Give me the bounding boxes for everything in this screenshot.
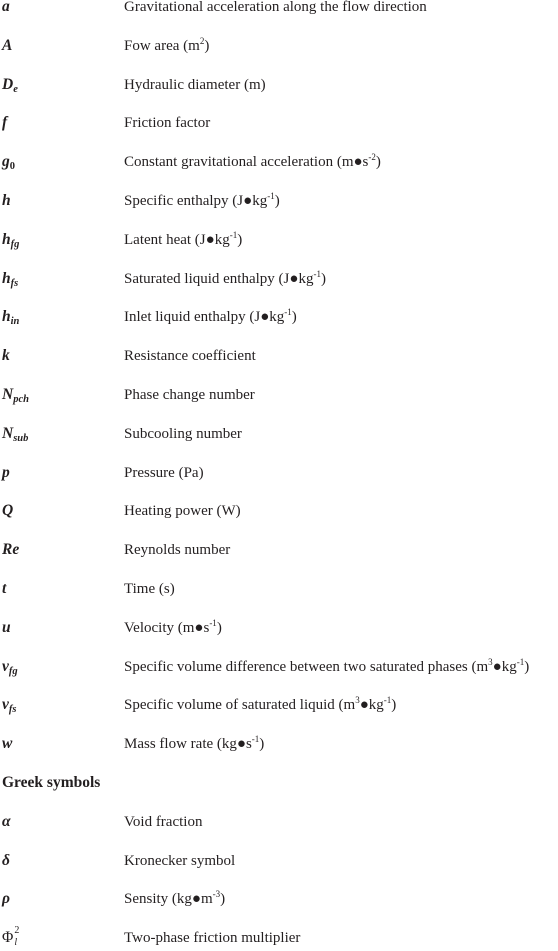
greek-symbol bbox=[2, 848, 10, 874]
two-phase-multiplier-symbol bbox=[2, 925, 21, 951]
unit-tail: ●kg bbox=[492, 658, 517, 675]
symbol bbox=[2, 382, 29, 408]
symbol bbox=[2, 33, 12, 59]
unit-tail: ) bbox=[259, 736, 265, 753]
symbol-letter: h bbox=[2, 192, 11, 209]
definition-text: Subcooling number bbox=[124, 425, 242, 442]
symbol-letter: Re bbox=[2, 541, 20, 559]
nomenclature-row bbox=[0, 33, 558, 59]
symbol-subscript: sub bbox=[13, 432, 29, 444]
definition bbox=[124, 809, 202, 835]
nomenclature-row bbox=[0, 421, 558, 447]
unit-tail: ) bbox=[391, 697, 397, 714]
unit-exponent: 3 bbox=[488, 656, 493, 667]
symbol bbox=[2, 576, 6, 602]
nomenclature-row bbox=[0, 498, 558, 524]
symbol-subscript: in bbox=[10, 316, 20, 328]
symbol bbox=[2, 421, 28, 447]
symbol-subscript: fs bbox=[10, 277, 19, 289]
unit-tail: ) bbox=[291, 309, 297, 326]
nomenclature-row bbox=[0, 304, 558, 330]
definition bbox=[124, 731, 264, 757]
definition-text: Fow area (m bbox=[124, 37, 200, 54]
definition bbox=[124, 304, 297, 330]
unit-exponent: -1 bbox=[383, 695, 392, 706]
symbol-indices bbox=[13, 925, 21, 949]
definition bbox=[124, 498, 241, 524]
unit-exponent: -1 bbox=[313, 268, 321, 279]
symbol-superscript: 2 bbox=[14, 925, 20, 937]
definition bbox=[124, 33, 209, 59]
unit-tail: ) bbox=[524, 658, 530, 675]
symbol bbox=[2, 731, 12, 757]
symbol-letter: p bbox=[2, 463, 10, 481]
symbol-letter: k bbox=[2, 347, 10, 365]
symbol bbox=[2, 110, 7, 136]
symbol bbox=[2, 188, 11, 214]
definition-text: Void fraction bbox=[124, 813, 203, 830]
unit-exponent: -2 bbox=[368, 152, 376, 163]
definition bbox=[124, 654, 529, 680]
symbol-subscript: l bbox=[14, 937, 18, 949]
definition bbox=[124, 421, 242, 447]
definition bbox=[124, 615, 222, 641]
symbol-letter: h bbox=[2, 230, 11, 248]
definition bbox=[124, 72, 266, 98]
nomenclature-row bbox=[0, 0, 558, 20]
symbol bbox=[2, 615, 11, 641]
definition bbox=[124, 266, 326, 292]
definition bbox=[124, 886, 225, 912]
greek-row bbox=[0, 848, 558, 874]
symbol-subscript: fg bbox=[8, 665, 18, 677]
nomenclature-row bbox=[0, 343, 558, 369]
greek-symbol bbox=[2, 809, 11, 835]
nomenclature-row bbox=[0, 654, 558, 680]
symbol-subscript: 0 bbox=[9, 161, 15, 173]
unit-exponent: -1 bbox=[229, 229, 238, 240]
symbol-letter: A bbox=[2, 36, 13, 54]
definition-text: Inlet liquid enthalpy (J●kg bbox=[124, 309, 285, 326]
symbol-letter: h bbox=[2, 269, 11, 287]
unit-tail: ) bbox=[274, 193, 280, 209]
definition-text: Specific volume difference between two saturated phases (m bbox=[124, 658, 489, 675]
definition bbox=[124, 382, 255, 408]
symbol-letter: Q bbox=[2, 502, 14, 520]
nomenclature-row bbox=[0, 149, 558, 175]
definition-text: Reynolds number bbox=[124, 542, 231, 559]
symbol bbox=[2, 537, 19, 563]
definition-text: Mass flow rate (kg●s bbox=[124, 736, 252, 753]
symbol-subscript: e bbox=[13, 83, 18, 95]
symbol bbox=[2, 343, 10, 369]
nomenclature-row bbox=[0, 615, 558, 641]
symbol-letter: δ bbox=[2, 851, 10, 869]
symbol bbox=[2, 72, 18, 98]
definition bbox=[124, 692, 396, 718]
definition-text: Velocity (m●s bbox=[124, 619, 210, 636]
symbol-letter: α bbox=[2, 812, 11, 830]
symbol bbox=[2, 498, 13, 524]
definition bbox=[124, 149, 381, 175]
definition-text: Heating power (W) bbox=[124, 503, 241, 520]
unit-exponent: -1 bbox=[284, 307, 292, 318]
definition bbox=[124, 848, 235, 874]
nomenclature-row bbox=[0, 731, 558, 757]
nomenclature-row bbox=[0, 110, 558, 136]
nomenclature-row bbox=[0, 227, 558, 253]
symbol-letter: t bbox=[2, 580, 7, 597]
definition-text: Constant gravitational acceleration (m●s bbox=[124, 154, 369, 171]
greek-row bbox=[0, 809, 558, 835]
unit-tail: ) bbox=[204, 37, 210, 54]
symbol-letter: v bbox=[2, 657, 9, 675]
greek-row bbox=[0, 886, 558, 912]
definition bbox=[124, 227, 242, 253]
symbol bbox=[2, 692, 16, 718]
symbol-letter: ρ bbox=[2, 890, 10, 908]
symbol-letter: v bbox=[2, 696, 9, 714]
definition-text: Specific enthalpy (J●kg bbox=[124, 193, 268, 209]
definition-text: Time (s) bbox=[124, 581, 175, 597]
symbol-letter: f bbox=[2, 114, 8, 132]
definition bbox=[124, 576, 175, 602]
definition-text: Kronecker symbol bbox=[124, 852, 236, 869]
symbol-letter: h bbox=[2, 308, 11, 326]
unit-tail: ) bbox=[237, 231, 243, 248]
unit-exponent: -1 bbox=[209, 617, 217, 628]
nomenclature-row bbox=[0, 460, 558, 486]
nomenclature-row bbox=[0, 382, 558, 408]
symbol bbox=[2, 149, 15, 175]
symbol bbox=[2, 460, 10, 486]
definition bbox=[124, 537, 230, 563]
unit-exponent: -1 bbox=[251, 734, 260, 745]
symbol bbox=[2, 0, 10, 20]
unit-tail: ) bbox=[216, 619, 222, 636]
definition bbox=[124, 460, 204, 486]
unit-exponent: -1 bbox=[267, 191, 275, 201]
symbol-letter: Φ bbox=[2, 929, 14, 947]
definition bbox=[124, 0, 427, 20]
nomenclature-row bbox=[0, 692, 558, 718]
nomenclature-row bbox=[0, 576, 558, 602]
symbol-letter: D bbox=[2, 75, 14, 93]
definition bbox=[124, 110, 210, 136]
unit-exponent: -1 bbox=[516, 656, 525, 667]
symbol bbox=[2, 266, 18, 292]
symbol-subscript: fs bbox=[8, 704, 17, 716]
nomenclature-row bbox=[0, 72, 558, 98]
definition-text: Hydraulic diameter (m) bbox=[124, 76, 266, 93]
nomenclature-row bbox=[0, 188, 558, 214]
symbol bbox=[2, 654, 18, 680]
symbol-subscript: pch bbox=[13, 394, 29, 405]
unit-exponent: 2 bbox=[199, 35, 205, 46]
phi-row bbox=[0, 925, 558, 951]
definition-text: Specific volume of saturated liquid (m bbox=[124, 697, 356, 714]
definition-text: Saturated liquid enthalpy (J●kg bbox=[124, 270, 314, 287]
definition-text: Friction factor bbox=[124, 115, 211, 132]
symbol-letter: w bbox=[2, 735, 13, 753]
unit-tail: ) bbox=[375, 154, 381, 171]
definition: Two-phase friction multiplier bbox=[124, 930, 301, 947]
definition-text: Latent heat (J●kg bbox=[124, 231, 230, 248]
symbol bbox=[2, 304, 19, 330]
definition-text: Resistance coefficient bbox=[124, 348, 256, 365]
nomenclature-row bbox=[0, 537, 558, 563]
greek-symbol bbox=[2, 886, 10, 912]
definition bbox=[124, 343, 256, 369]
symbol-letter: u bbox=[2, 618, 11, 636]
unit-tail: ) bbox=[320, 270, 326, 287]
nomenclature-row bbox=[0, 266, 558, 292]
definition-text: Gravitational acceleration along the flow direction bbox=[124, 0, 427, 15]
symbol-letter: g bbox=[2, 153, 10, 171]
symbol-letter: N bbox=[2, 424, 14, 442]
unit-exponent: 3 bbox=[355, 695, 360, 706]
greek-symbols-heading: Greek symbols bbox=[2, 774, 101, 791]
definition-text: Sensity (kg●m bbox=[124, 891, 213, 908]
unit-tail: ) bbox=[220, 891, 226, 908]
symbol-letter: a bbox=[2, 0, 10, 15]
definition bbox=[124, 188, 280, 214]
definition-text: Phase change number bbox=[124, 387, 255, 403]
unit-tail: ●kg bbox=[359, 697, 384, 714]
symbol-subscript: fg bbox=[10, 238, 20, 250]
unit-exponent: -3 bbox=[212, 889, 221, 900]
symbol bbox=[2, 227, 19, 253]
symbol-letter: N bbox=[2, 386, 14, 403]
definition-text: Pressure (Pa) bbox=[124, 464, 204, 481]
